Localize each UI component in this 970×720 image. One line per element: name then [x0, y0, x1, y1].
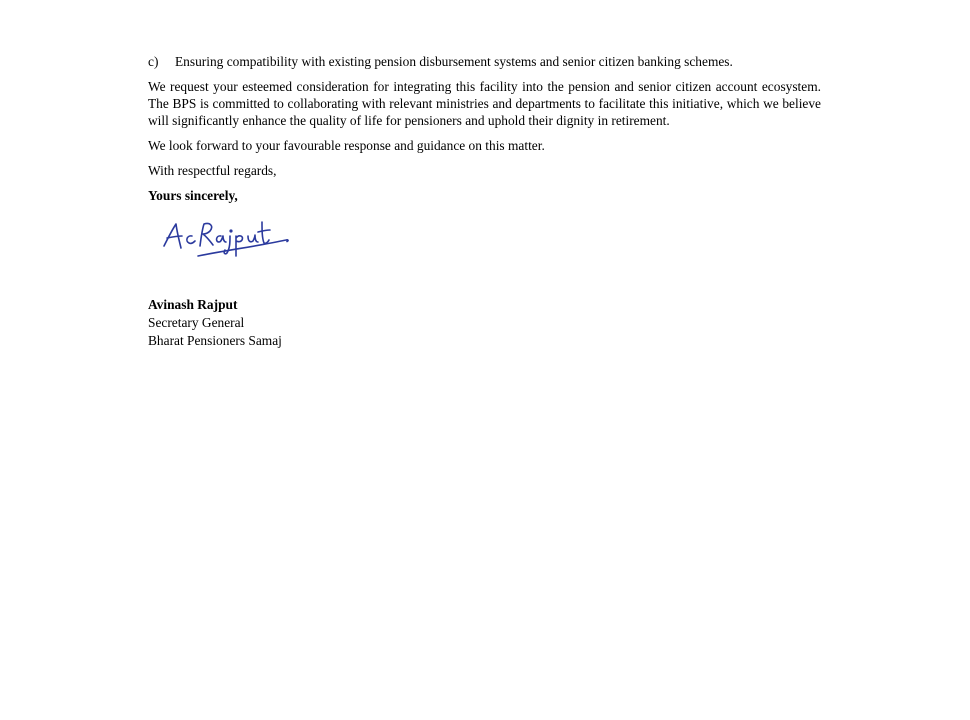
look-forward-paragraph: We look forward to your favourable response and guidance on this matter. [148, 138, 545, 153]
signature [148, 210, 821, 270]
sign-off: Yours sincerely, [148, 188, 238, 203]
signer-title: Secretary General [148, 315, 245, 330]
signer-name: Avinash Rajput [148, 297, 238, 312]
letter-body [148, 53, 821, 350]
list-marker: c) [148, 54, 159, 69]
request-paragraph: We request your esteemed consideration for integrating this facility into the pension and senior citizen account ecosystem. The BPS is committed to collaborating with relevant ministries and departments to facilitate this initiative, which we believe will significantly enhance the quality of life for pensioners and uphold their dignity in retirement. [148, 79, 821, 128]
list-item-c [148, 53, 821, 70]
signer-organization: Bharat Pensioners Samaj [148, 333, 282, 348]
handwritten-signature-icon [158, 208, 308, 268]
signer-block [148, 296, 821, 350]
list-item-text: Ensuring compatibility with existing pension disbursement systems and senior citizen banking schemes. [175, 54, 733, 69]
regards-line: With respectful regards, [148, 163, 277, 178]
